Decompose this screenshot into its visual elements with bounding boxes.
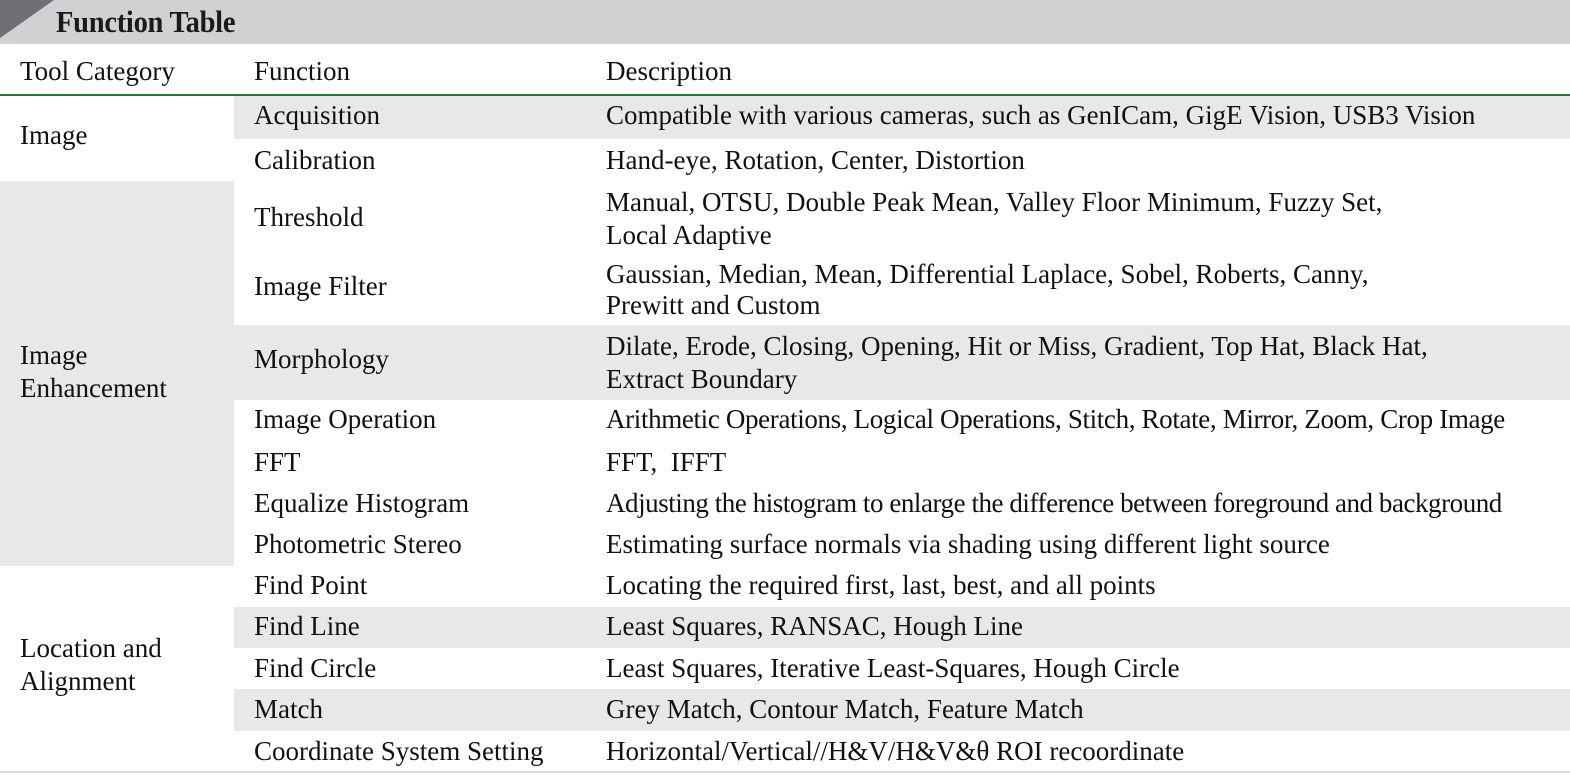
table-row	[234, 524, 1570, 566]
table-bottom-border	[0, 771, 1570, 773]
table-row	[234, 483, 1570, 524]
table-row	[234, 139, 1570, 181]
function-cell: Morphology	[254, 344, 389, 374]
description-cell: Compatible with various cameras, such as GenICam, GigE Vision, USB3 Vision	[606, 100, 1476, 130]
description-cell: Least Squares, Iterative Least-Squares, Hough Circle	[606, 653, 1180, 683]
description-cell: Estimating surface normals via shading using different light source	[606, 529, 1330, 559]
description-cell: Dilate, Erode, Closing, Opening, Hit or Miss, Gradient, Top Hat, Black Hat, Extract Boundary	[606, 331, 1428, 394]
table-row	[234, 400, 1570, 441]
description-cell: Locating the required first, last, best, and all points	[606, 570, 1156, 600]
category-label: Location and Alignment	[20, 633, 162, 696]
description-cell: Horizontal/Vertical//H&V/H&V&θ ROI recoordinate	[606, 736, 1185, 766]
function-cell: Image Filter	[254, 271, 387, 301]
table-header	[0, 50, 1570, 94]
function-cell: Photometric Stereo	[254, 529, 462, 559]
table-row	[234, 566, 1570, 607]
function-cell: Match	[254, 694, 323, 724]
table-row	[234, 441, 1570, 483]
function-cell: Find Line	[254, 611, 360, 641]
description-cell: Hand-eye, Rotation, Center, Distortion	[606, 145, 1025, 175]
table-row	[234, 255, 1570, 325]
description-cell: Manual, OTSU, Double Peak Mean, Valley Floor Minimum, Fuzzy Set, Local Adaptive	[606, 187, 1383, 250]
table-row	[234, 325, 1570, 400]
category-label: Image	[20, 120, 88, 150]
table-row	[234, 648, 1570, 689]
table-row	[234, 689, 1570, 731]
description-cell: Grey Match, Contour Match, Feature Match	[606, 694, 1084, 724]
description-cell: FFT, IFFT	[606, 447, 727, 477]
function-cell: Coordinate System Setting	[254, 736, 544, 766]
category-label: Image Enhancement	[20, 340, 167, 403]
category-location-alignment	[0, 566, 234, 772]
description-cell: Adjusting the histogram to enlarge the difference between foreground and background	[606, 488, 1502, 518]
description-cell: Least Squares, RANSAC, Hough Line	[606, 611, 1023, 641]
table-row	[234, 607, 1570, 648]
function-cell: Find Point	[254, 570, 368, 600]
function-cell: Calibration	[254, 145, 376, 175]
table-row	[234, 96, 1570, 139]
function-cell: Threshold	[254, 202, 364, 232]
category-image-enhancement	[0, 181, 234, 566]
function-cell: Find Circle	[254, 653, 377, 683]
title-bar	[0, 0, 1570, 44]
page-title: Function Table	[56, 4, 236, 39]
header-function: Function	[254, 56, 351, 86]
table-row	[234, 731, 1570, 771]
function-cell: Acquisition	[254, 100, 380, 130]
description-cell: Gaussian, Median, Mean, Differential Laplace, Sobel, Roberts, Canny, Prewitt and Custom	[606, 259, 1369, 320]
table-row	[234, 181, 1570, 255]
function-cell: Equalize Histogram	[254, 488, 470, 518]
description-cell: Arithmetic Operations, Logical Operations, Stitch, Rotate, Mirror, Zoom, Crop Image	[606, 404, 1505, 434]
category-image	[0, 96, 234, 181]
function-cell: Image Operation	[254, 404, 437, 434]
function-cell: FFT	[254, 447, 301, 477]
corner-triangle-icon	[0, 0, 54, 44]
header-description: Description	[606, 56, 732, 86]
header-category: Tool Category	[20, 56, 175, 86]
